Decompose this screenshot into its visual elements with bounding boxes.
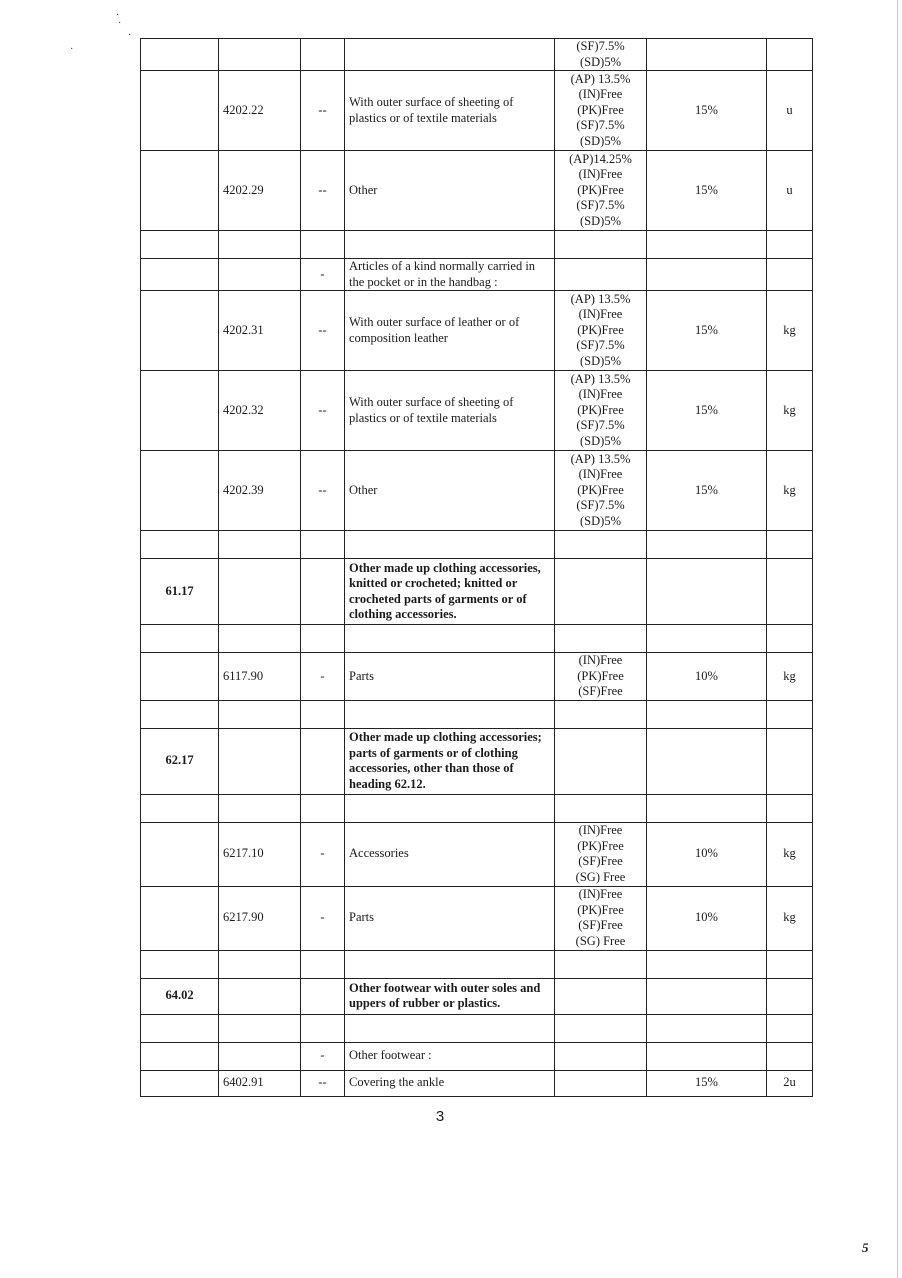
preferential-rate-cell — [555, 1070, 647, 1096]
preferential-rate-cell — [555, 291, 647, 371]
heading-cell: 61.17 — [141, 559, 219, 625]
heading-cell — [141, 231, 219, 259]
hs-code-cell: 4202.29 — [219, 151, 301, 231]
unit-cell — [767, 625, 813, 653]
tariff-table — [140, 38, 813, 1097]
description-cell — [345, 950, 555, 978]
preferential-rate-line: (SD)5% — [580, 433, 621, 448]
unit-cell: kg — [767, 822, 813, 886]
preferential-rate-line: (IN)Free — [578, 887, 623, 901]
preferential-rate-line: (SF)7.5% — [576, 198, 625, 213]
unit-cell: u — [767, 151, 813, 231]
preferential-rate-line: (SF)7.5% — [576, 418, 625, 433]
unit-cell — [767, 1042, 813, 1070]
duty-rate-cell — [647, 625, 767, 653]
dash-cell: - — [301, 653, 345, 701]
preferential-rate-line: (SF)Free — [578, 854, 623, 868]
table-row — [141, 625, 813, 653]
hs-code-cell: 4202.31 — [219, 291, 301, 371]
preferential-rate-line: (SD)5% — [580, 54, 621, 69]
preferential-rate-line: (SF)7.5% — [576, 118, 625, 133]
table-row — [141, 39, 813, 71]
hs-code-cell — [219, 231, 301, 259]
dash-cell — [301, 559, 345, 625]
preferential-rate-cell — [555, 71, 647, 151]
description-cell — [345, 39, 555, 71]
hs-code-cell — [219, 978, 301, 1014]
heading-cell — [141, 291, 219, 371]
table-row — [141, 531, 813, 559]
preferential-rate-cell — [555, 371, 647, 451]
unit-cell: kg — [767, 291, 813, 371]
dash-cell: - — [301, 822, 345, 886]
preferential-rate-cell — [555, 1014, 647, 1042]
preferential-rate-cell — [555, 794, 647, 822]
heading-cell — [141, 1042, 219, 1070]
heading-cell: 62.17 — [141, 728, 219, 794]
preferential-rate-line: (SG) Free — [575, 869, 626, 884]
hs-code-cell — [219, 259, 301, 291]
hs-code-cell — [219, 1042, 301, 1070]
preferential-rate-cell — [555, 1042, 647, 1070]
heading-cell: 64.02 — [141, 978, 219, 1014]
unit-cell — [767, 1014, 813, 1042]
table-row — [141, 794, 813, 822]
scan-speck: · — [128, 30, 132, 41]
unit-cell — [767, 231, 813, 259]
preferential-rate-line: (SF)7.5% — [576, 338, 625, 353]
preferential-rate-cell — [555, 259, 647, 291]
dash-cell — [301, 231, 345, 259]
heading-cell — [141, 950, 219, 978]
description-cell — [345, 231, 555, 259]
table-row — [141, 231, 813, 259]
table-row — [141, 822, 813, 886]
scan-speck: · — [116, 10, 120, 21]
duty-rate-cell: 15% — [647, 291, 767, 371]
preferential-rate-cell — [555, 151, 647, 231]
description-cell: With outer surface of leather or of composition leather — [345, 291, 555, 371]
hs-code-cell — [219, 1014, 301, 1042]
page-number: 3 — [435, 1108, 445, 1125]
hs-code-cell — [219, 700, 301, 728]
hs-code-cell: 6402.91 — [219, 1070, 301, 1096]
preferential-rate-line: (PK)Free — [577, 402, 624, 417]
preferential-rate-cell — [555, 531, 647, 559]
heading-cell — [141, 151, 219, 231]
preferential-rate-line: (AP)14.25% — [569, 151, 632, 166]
duty-rate-cell — [647, 794, 767, 822]
preferential-rate-line: (IN)Free — [578, 653, 623, 667]
heading-cell — [141, 886, 219, 950]
preferential-rate-line: (SF)Free — [578, 918, 623, 932]
preferential-rate-line: (IN)Free — [578, 823, 623, 837]
hs-code-cell — [219, 950, 301, 978]
duty-rate-cell — [647, 700, 767, 728]
heading-cell — [141, 700, 219, 728]
preferential-rate-line: (IN)Free — [578, 387, 623, 402]
dash-cell: - — [301, 1042, 345, 1070]
duty-rate-cell — [647, 231, 767, 259]
dash-cell: -- — [301, 291, 345, 371]
unit-cell: kg — [767, 886, 813, 950]
preferential-rate-line: (SD)5% — [580, 513, 621, 528]
heading-cell — [141, 1070, 219, 1096]
dash-cell — [301, 1014, 345, 1042]
duty-rate-cell — [647, 1042, 767, 1070]
hs-code-cell: 4202.39 — [219, 451, 301, 531]
dash-cell: -- — [301, 151, 345, 231]
preferential-rate-cell — [555, 625, 647, 653]
table-row — [141, 371, 813, 451]
hs-code-cell — [219, 794, 301, 822]
description-cell: Other made up clothing accessories; parts of garments or of clothing accessories, other than those of heading 62.12. — [345, 728, 555, 794]
description-cell: Other footwear with outer soles and uppers of rubber or plastics. — [345, 978, 555, 1014]
preferential-rate-line: (PK)Free — [577, 182, 624, 197]
description-cell — [345, 700, 555, 728]
hs-code-cell: 4202.22 — [219, 71, 301, 151]
description-cell — [345, 531, 555, 559]
preferential-rate-line: (SD)5% — [580, 353, 621, 368]
preferential-rate-line: (SF)7.5% — [576, 39, 625, 53]
hs-code-cell: 6117.90 — [219, 653, 301, 701]
preferential-rate-cell — [555, 39, 647, 71]
hs-code-cell — [219, 39, 301, 71]
table-row — [141, 728, 813, 794]
duty-rate-cell — [647, 259, 767, 291]
scan-speck: · — [70, 44, 74, 55]
description-cell: Parts — [345, 653, 555, 701]
heading-cell — [141, 531, 219, 559]
duty-rate-cell: 10% — [647, 822, 767, 886]
table-row — [141, 1014, 813, 1042]
unit-cell: u — [767, 71, 813, 151]
dash-cell: -- — [301, 71, 345, 151]
unit-cell: kg — [767, 653, 813, 701]
heading-cell — [141, 259, 219, 291]
heading-cell — [141, 822, 219, 886]
preferential-rate-line: (PK)Free — [577, 102, 624, 117]
table-row — [141, 291, 813, 371]
preferential-rate-line: (PK)Free — [577, 902, 624, 917]
duty-rate-cell: 15% — [647, 371, 767, 451]
preferential-rate-line: (PK)Free — [577, 482, 624, 497]
dash-cell: -- — [301, 371, 345, 451]
duty-rate-cell — [647, 950, 767, 978]
dash-cell — [301, 950, 345, 978]
heading-cell — [141, 371, 219, 451]
page-edge-line — [897, 0, 898, 1278]
hs-code-cell — [219, 531, 301, 559]
hs-code-cell: 6217.10 — [219, 822, 301, 886]
duty-rate-cell: 15% — [647, 1070, 767, 1096]
preferential-rate-line: (IN)Free — [578, 467, 623, 482]
description-cell — [345, 1014, 555, 1042]
dash-cell — [301, 700, 345, 728]
preferential-rate-cell — [555, 559, 647, 625]
unit-cell — [767, 700, 813, 728]
description-cell — [345, 625, 555, 653]
preferential-rate-line: (AP) 13.5% — [570, 371, 631, 386]
duty-rate-cell: 15% — [647, 71, 767, 151]
preferential-rate-line: (IN)Free — [578, 87, 623, 102]
preferential-rate-line: (AP) 13.5% — [570, 451, 631, 466]
dash-cell: -- — [301, 451, 345, 531]
unit-cell — [767, 728, 813, 794]
duty-rate-cell: 15% — [647, 151, 767, 231]
unit-cell — [767, 794, 813, 822]
unit-cell: kg — [767, 451, 813, 531]
dash-cell — [301, 625, 345, 653]
heading-cell — [141, 653, 219, 701]
tariff-table-body — [141, 39, 813, 1097]
unit-cell — [767, 978, 813, 1014]
heading-cell — [141, 625, 219, 653]
duty-rate-cell — [647, 531, 767, 559]
hs-code-cell — [219, 728, 301, 794]
dash-cell — [301, 531, 345, 559]
duty-rate-cell — [647, 39, 767, 71]
preferential-rate-line: (SF)Free — [578, 684, 623, 698]
duty-rate-cell: 10% — [647, 886, 767, 950]
dash-cell: - — [301, 886, 345, 950]
description-cell: Other made up clothing accessories, knitted or crocheted; knitted or crocheted parts of garments or of clothing accessories. — [345, 559, 555, 625]
heading-cell — [141, 71, 219, 151]
description-cell: Articles of a kind normally carried in the pocket or in the handbag : — [345, 259, 555, 291]
preferential-rate-cell — [555, 231, 647, 259]
unit-cell — [767, 39, 813, 71]
description-cell: Other — [345, 451, 555, 531]
table-row — [141, 653, 813, 701]
heading-cell — [141, 1014, 219, 1042]
hs-code-cell: 6217.90 — [219, 886, 301, 950]
duty-rate-cell — [647, 978, 767, 1014]
table-row — [141, 559, 813, 625]
preferential-rate-line: (SF)7.5% — [576, 498, 625, 513]
unit-cell — [767, 950, 813, 978]
hs-code-cell — [219, 625, 301, 653]
duty-rate-cell — [647, 728, 767, 794]
preferential-rate-line: (IN)Free — [578, 307, 623, 322]
description-cell — [345, 794, 555, 822]
description-cell: Covering the ankle — [345, 1070, 555, 1096]
unit-cell: 2u — [767, 1070, 813, 1096]
preferential-rate-cell — [555, 950, 647, 978]
heading-cell — [141, 39, 219, 71]
table-row — [141, 700, 813, 728]
description-cell: Other — [345, 151, 555, 231]
preferential-rate-cell — [555, 822, 647, 886]
preferential-rate-cell — [555, 886, 647, 950]
corner-mark: 5 — [862, 1240, 869, 1255]
preferential-rate-line: (PK)Free — [577, 838, 624, 853]
description-cell: Parts — [345, 886, 555, 950]
duty-rate-cell — [647, 1014, 767, 1042]
dash-cell: - — [301, 259, 345, 291]
dash-cell — [301, 794, 345, 822]
unit-cell: kg — [767, 371, 813, 451]
hs-code-cell: 4202.32 — [219, 371, 301, 451]
preferential-rate-line: (SG) Free — [575, 933, 626, 948]
preferential-rate-line: (PK)Free — [577, 668, 624, 683]
preferential-rate-line: (AP) 13.5% — [570, 291, 631, 306]
preferential-rate-cell — [555, 653, 647, 701]
preferential-rate-cell — [555, 978, 647, 1014]
duty-rate-cell — [647, 559, 767, 625]
dash-cell — [301, 978, 345, 1014]
table-row — [141, 151, 813, 231]
unit-cell — [767, 559, 813, 625]
table-row — [141, 1042, 813, 1070]
table-row — [141, 71, 813, 151]
preferential-rate-line: (IN)Free — [578, 167, 623, 182]
preferential-rate-line: (SD)5% — [580, 213, 621, 228]
dash-cell — [301, 39, 345, 71]
table-row — [141, 259, 813, 291]
preferential-rate-cell — [555, 700, 647, 728]
dash-cell — [301, 728, 345, 794]
duty-rate-cell: 10% — [647, 653, 767, 701]
description-cell: With outer surface of sheeting of plastics or of textile materials — [345, 371, 555, 451]
description-cell: With outer surface of sheeting of plastics or of textile materials — [345, 71, 555, 151]
heading-cell — [141, 794, 219, 822]
unit-cell — [767, 259, 813, 291]
table-row — [141, 1070, 813, 1096]
table-row — [141, 978, 813, 1014]
description-cell: Accessories — [345, 822, 555, 886]
duty-rate-cell: 15% — [647, 451, 767, 531]
description-cell: Other footwear : — [345, 1042, 555, 1070]
table-row — [141, 451, 813, 531]
preferential-rate-line: (AP) 13.5% — [570, 71, 631, 86]
scan-speck: · — [118, 18, 122, 29]
preferential-rate-cell — [555, 728, 647, 794]
table-row — [141, 950, 813, 978]
heading-cell — [141, 451, 219, 531]
dash-cell: -- — [301, 1070, 345, 1096]
unit-cell — [767, 531, 813, 559]
table-row — [141, 886, 813, 950]
preferential-rate-line: (SD)5% — [580, 133, 621, 148]
preferential-rate-line: (PK)Free — [577, 322, 624, 337]
preferential-rate-cell — [555, 451, 647, 531]
hs-code-cell — [219, 559, 301, 625]
